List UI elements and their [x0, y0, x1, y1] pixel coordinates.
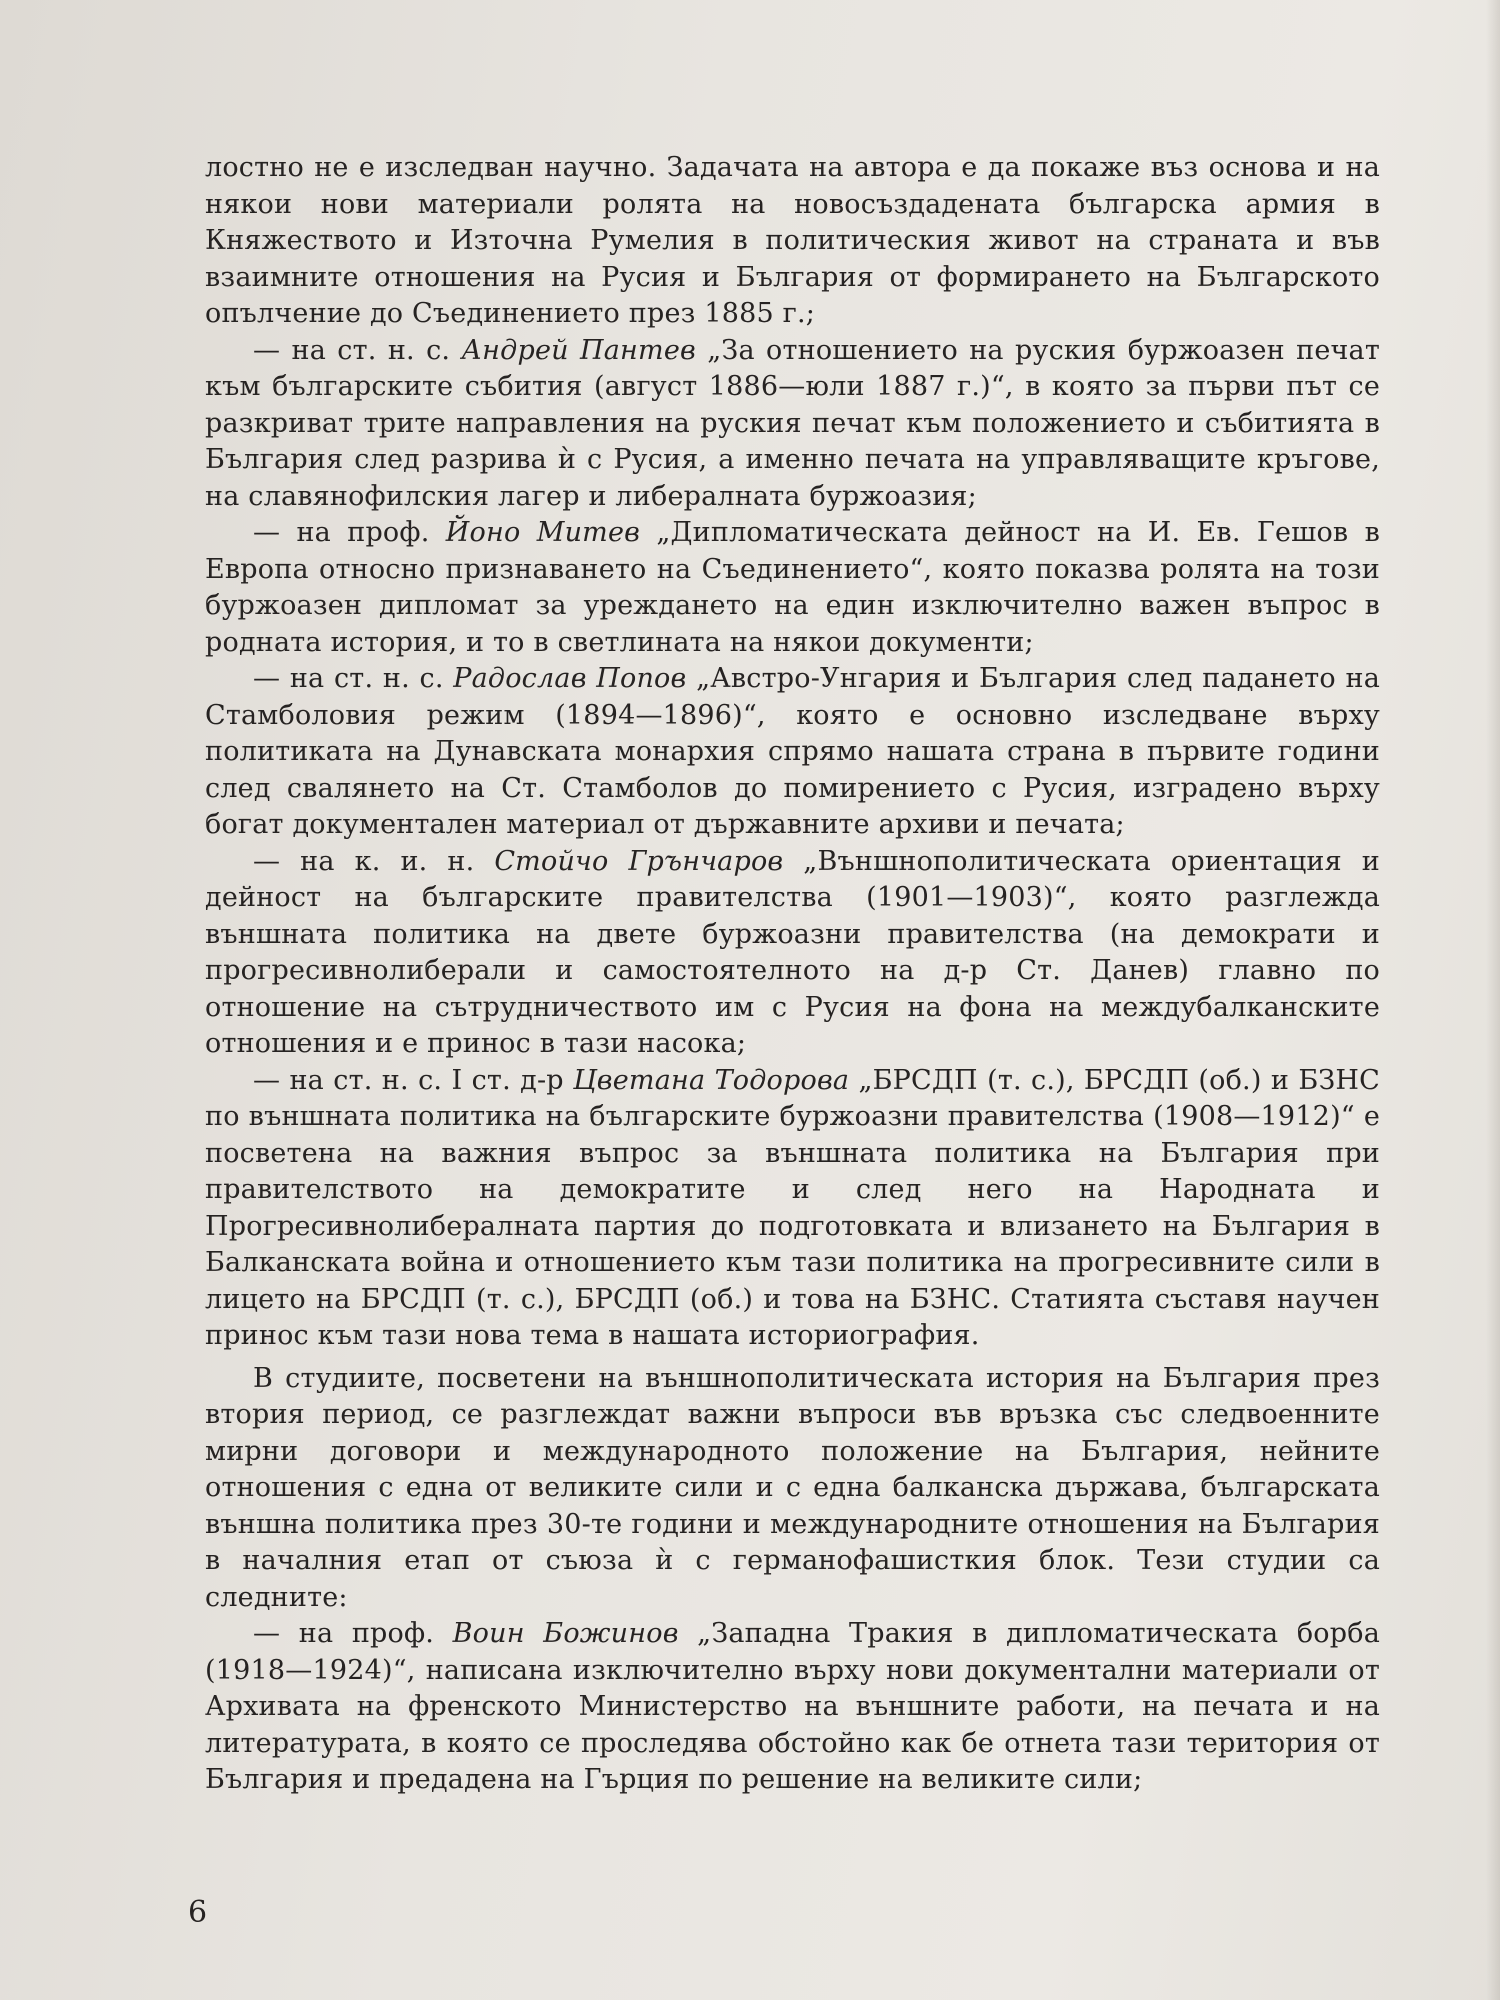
paragraph-prefix: — на проф. — [253, 517, 446, 548]
paragraph-pantev — [205, 333, 1380, 516]
paragraph-text: „Западна Тракия в дипломатическата борба (1918—1924)“, написана изключително върху нови документални материали от Архивата на френското Министерство на външните работи, на печата и на литературата, в която се проследява обстойно как бе отнета тази територия от България и предадена на Гърция по решение на великите сили; — [205, 1618, 1380, 1795]
paragraph-text: „БРСДП (т. с.), БРСДП (об.) и БЗНС по външната политика на българските буржоазни правителства (1908—1912)“ е посветена на важния въпрос за външната политика на България при правителството на демократите и след него на Народната и Прогресивнолибералната партия до подготовката и влизането на България в Балканската война и отношението към тази политика на прогресивните сили в лицето на БРСДП (т. с.), БРСДП (об.) и това на БЗНС. Статията съставя научен принос към тази нова тема в нашата историография. — [205, 1064, 1380, 1351]
paragraph-popov — [205, 661, 1380, 844]
paragraph-bozhinov — [205, 1616, 1380, 1799]
paragraph-granchrov — [205, 844, 1380, 1063]
author-name: Йоно Митев — [445, 517, 641, 548]
author-name: Стойчо Грънчаров — [494, 845, 784, 877]
page-edge-shadow — [1486, 0, 1500, 2000]
page-number: 6 — [188, 1895, 208, 1930]
paragraph-todorova — [205, 1063, 1380, 1355]
author-name: Радослав Попов — [453, 663, 687, 694]
paragraph-prefix: — на ст. н. с. — [253, 334, 462, 366]
paragraph-text: В студиите, посветени на външнополитическата история на България през втория период, се разглеждат важни въпроси във връзка със следвоенните мирни договори и международното положение на България, нейните отношения с една от великите сили и с една балканска държава, българската външна политика през 30-те години и международните отношения на България в началния етап от съюза ѝ с германофашисткия блок. Тези студии са следните: — [205, 1362, 1380, 1613]
paragraph-continuation — [205, 150, 1380, 333]
paragraph-text: „Външнополитическата ориентация и дейност на българските правителства (1901—1903)“, която разглежда външната политика на двете буржоазни правителства (на демократи и прогресивнолиберали и самостоятелното на д-р Ст. Данев) главно по отношение на сътрудничеството им с Русия на фона на междубалканските отношения и е принос в тази насока; — [205, 845, 1381, 1059]
paragraph-text: лостно не е изследван научно. Задачата на автора е да покаже въз основа и на някои нови материали ролята на новосъздадената българска армия в Княжеството и Източна Румелия в политическия живот на страната и във взаимните отношения на Русия и България от формирането на Българското опълчение до Съединението през 1885 г.; — [205, 152, 1380, 329]
paragraph-prefix: — на к. и. н. — [253, 845, 495, 877]
author-name: Воин Божинов — [452, 1618, 679, 1649]
paragraph-prefix: — на проф. — [253, 1618, 453, 1649]
paragraph-prefix: — на ст. н. с. — [253, 663, 454, 694]
paragraph-text: „Дипломатическата дейност на И. Ев. Гешов в Европа относно признаването на Съединението“, която показва ролята на този буржоазен дипломат за уреждането на един изключително важен въпрос в родната история, и то в светлината на някои документи; — [205, 517, 1380, 658]
paragraph-mitev — [205, 515, 1380, 661]
paragraph-text: „Австро-Унгария и България след падането на Стамболовия режим (1894—1896)“, която е основно изследване върху политиката на Дунавската монархия спрямо нашата страна в първите години след свалянето на Ст. Стамболов до помирението с Русия, изградено върху богат документален материал от държавните архиви и печата; — [205, 663, 1380, 840]
body-text — [205, 150, 1380, 1799]
author-name: Андрей Пантев — [461, 334, 696, 366]
paragraph-prefix: — на ст. н. с. I ст. д-р — [253, 1064, 574, 1096]
paragraph-text: „За отношението на руския буржоазен печат към българските събития (август 1886—юли 1887 г.)“, в която за първи път се разкриват трите направления на руския печат към положението и събитията в България след разрива ѝ с Русия, а именно печата на управляващите кръгове, на славянофилския лагер и либералната буржоазия; — [205, 334, 1380, 512]
paragraph-studies-intro — [205, 1361, 1380, 1617]
author-name: Цветана Тодорова — [573, 1064, 850, 1096]
